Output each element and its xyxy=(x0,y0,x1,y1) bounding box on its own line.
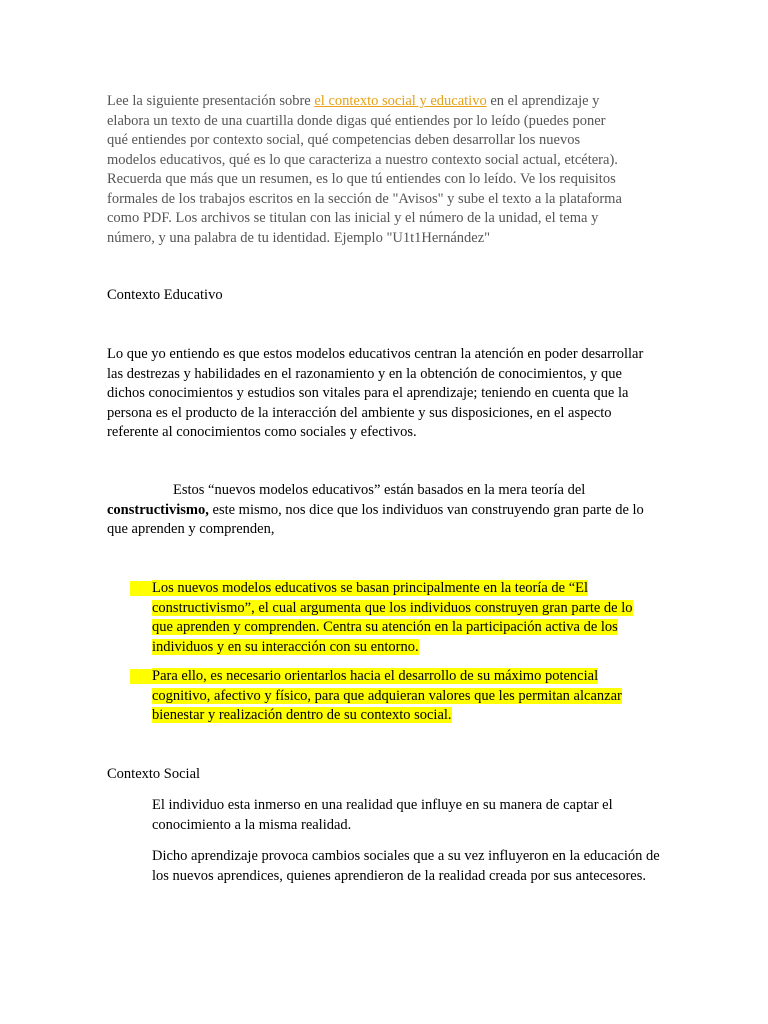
intro-text-start: Lee la siguiente presentación sobre xyxy=(107,93,315,109)
context-presentation-link[interactable]: el contexto social y educativo xyxy=(314,93,487,109)
social-paragraph-1: El individuo esta inmerso en una realidad que influye en su manera de captar el conocimiento a la misma realidad. xyxy=(152,797,613,833)
highlighted-text-span: Para ello, es necesario orientarlos hacia el desarrollo de su máximo potencial cognitivo, afectivo y físico, para que adquieran valores que les permitan alcanzar bienestar y realización dentro de su contexto social. xyxy=(152,668,622,723)
social-paragraph-2: Dicho aprendizaje provoca cambios sociales que a su vez influyeron en la educación de los nuevos aprendices, quienes aprendieron de la realidad creada por sus antecesores. xyxy=(152,848,660,884)
highlight-bullet-marker xyxy=(130,581,152,596)
highlighted-text-span: Los nuevos modelos educativos se basan principalmente en la teoría de “El constructivismo”, el cual argumenta que los individuos construyen gran parte de lo que aprenden y comprenden. Centra su atención en la participación activa de los individuos y en su interacción con su entorno. xyxy=(152,580,633,655)
intro-paragraph xyxy=(107,92,629,248)
highlight-bullet-marker xyxy=(130,669,152,684)
heading-contexto-educativo: Contexto Educativo xyxy=(107,287,223,303)
educativo-paragraph-2-start: Estos “nuevos modelos educativos” están basados en la mera teoría del xyxy=(173,482,586,498)
constructivismo-bold-term: constructivismo, xyxy=(107,501,209,518)
intro-text-end: en el aprendizaje y elabora un texto de una cuartilla donde digas qué entiendes por lo leído (puedes poner qué entiendes por contexto social, qué competencias deben desarrollar los nuevos modelos educativos, qué es lo que caracteriza a nuestro contexto social actual, etcétera). Recuerda que más que un resumen, es lo que tú entiendes con lo leído. Ve los requisitos formales de los trabajos escritos en la sección de "Avisos" y sube el texto a la plataforma como PDF. Los archivos se titulan con las inicial y el número de la unidad, el tema y número, y una palabra de tu identidad. Ejemplo "U1t1Hernández" xyxy=(107,93,622,246)
heading-contexto-social: Contexto Social xyxy=(107,766,201,782)
highlighted-text xyxy=(152,667,647,726)
educativo-paragraph-2-end: este mismo, nos dice que los individuos van construyendo gran parte de lo que aprenden y comprenden, xyxy=(107,501,644,537)
educativo-paragraph-1: Lo que yo entiendo es que estos modelos educativos centran la atención en poder desarrollar las destrezas y habilidades en el razonamiento y en la obtención de conocimientos, y que dichos conocimientos y estudios son vitales para el aprendizaje; teniendo en cuenta que la persona es el producto de la interacción del ambiente y sus disposiciones, en el aspecto referente al conocimientos como sociales y efectivos. xyxy=(107,346,644,440)
educativo-paragraph-2 xyxy=(107,481,652,540)
highlighted-text xyxy=(152,579,647,657)
